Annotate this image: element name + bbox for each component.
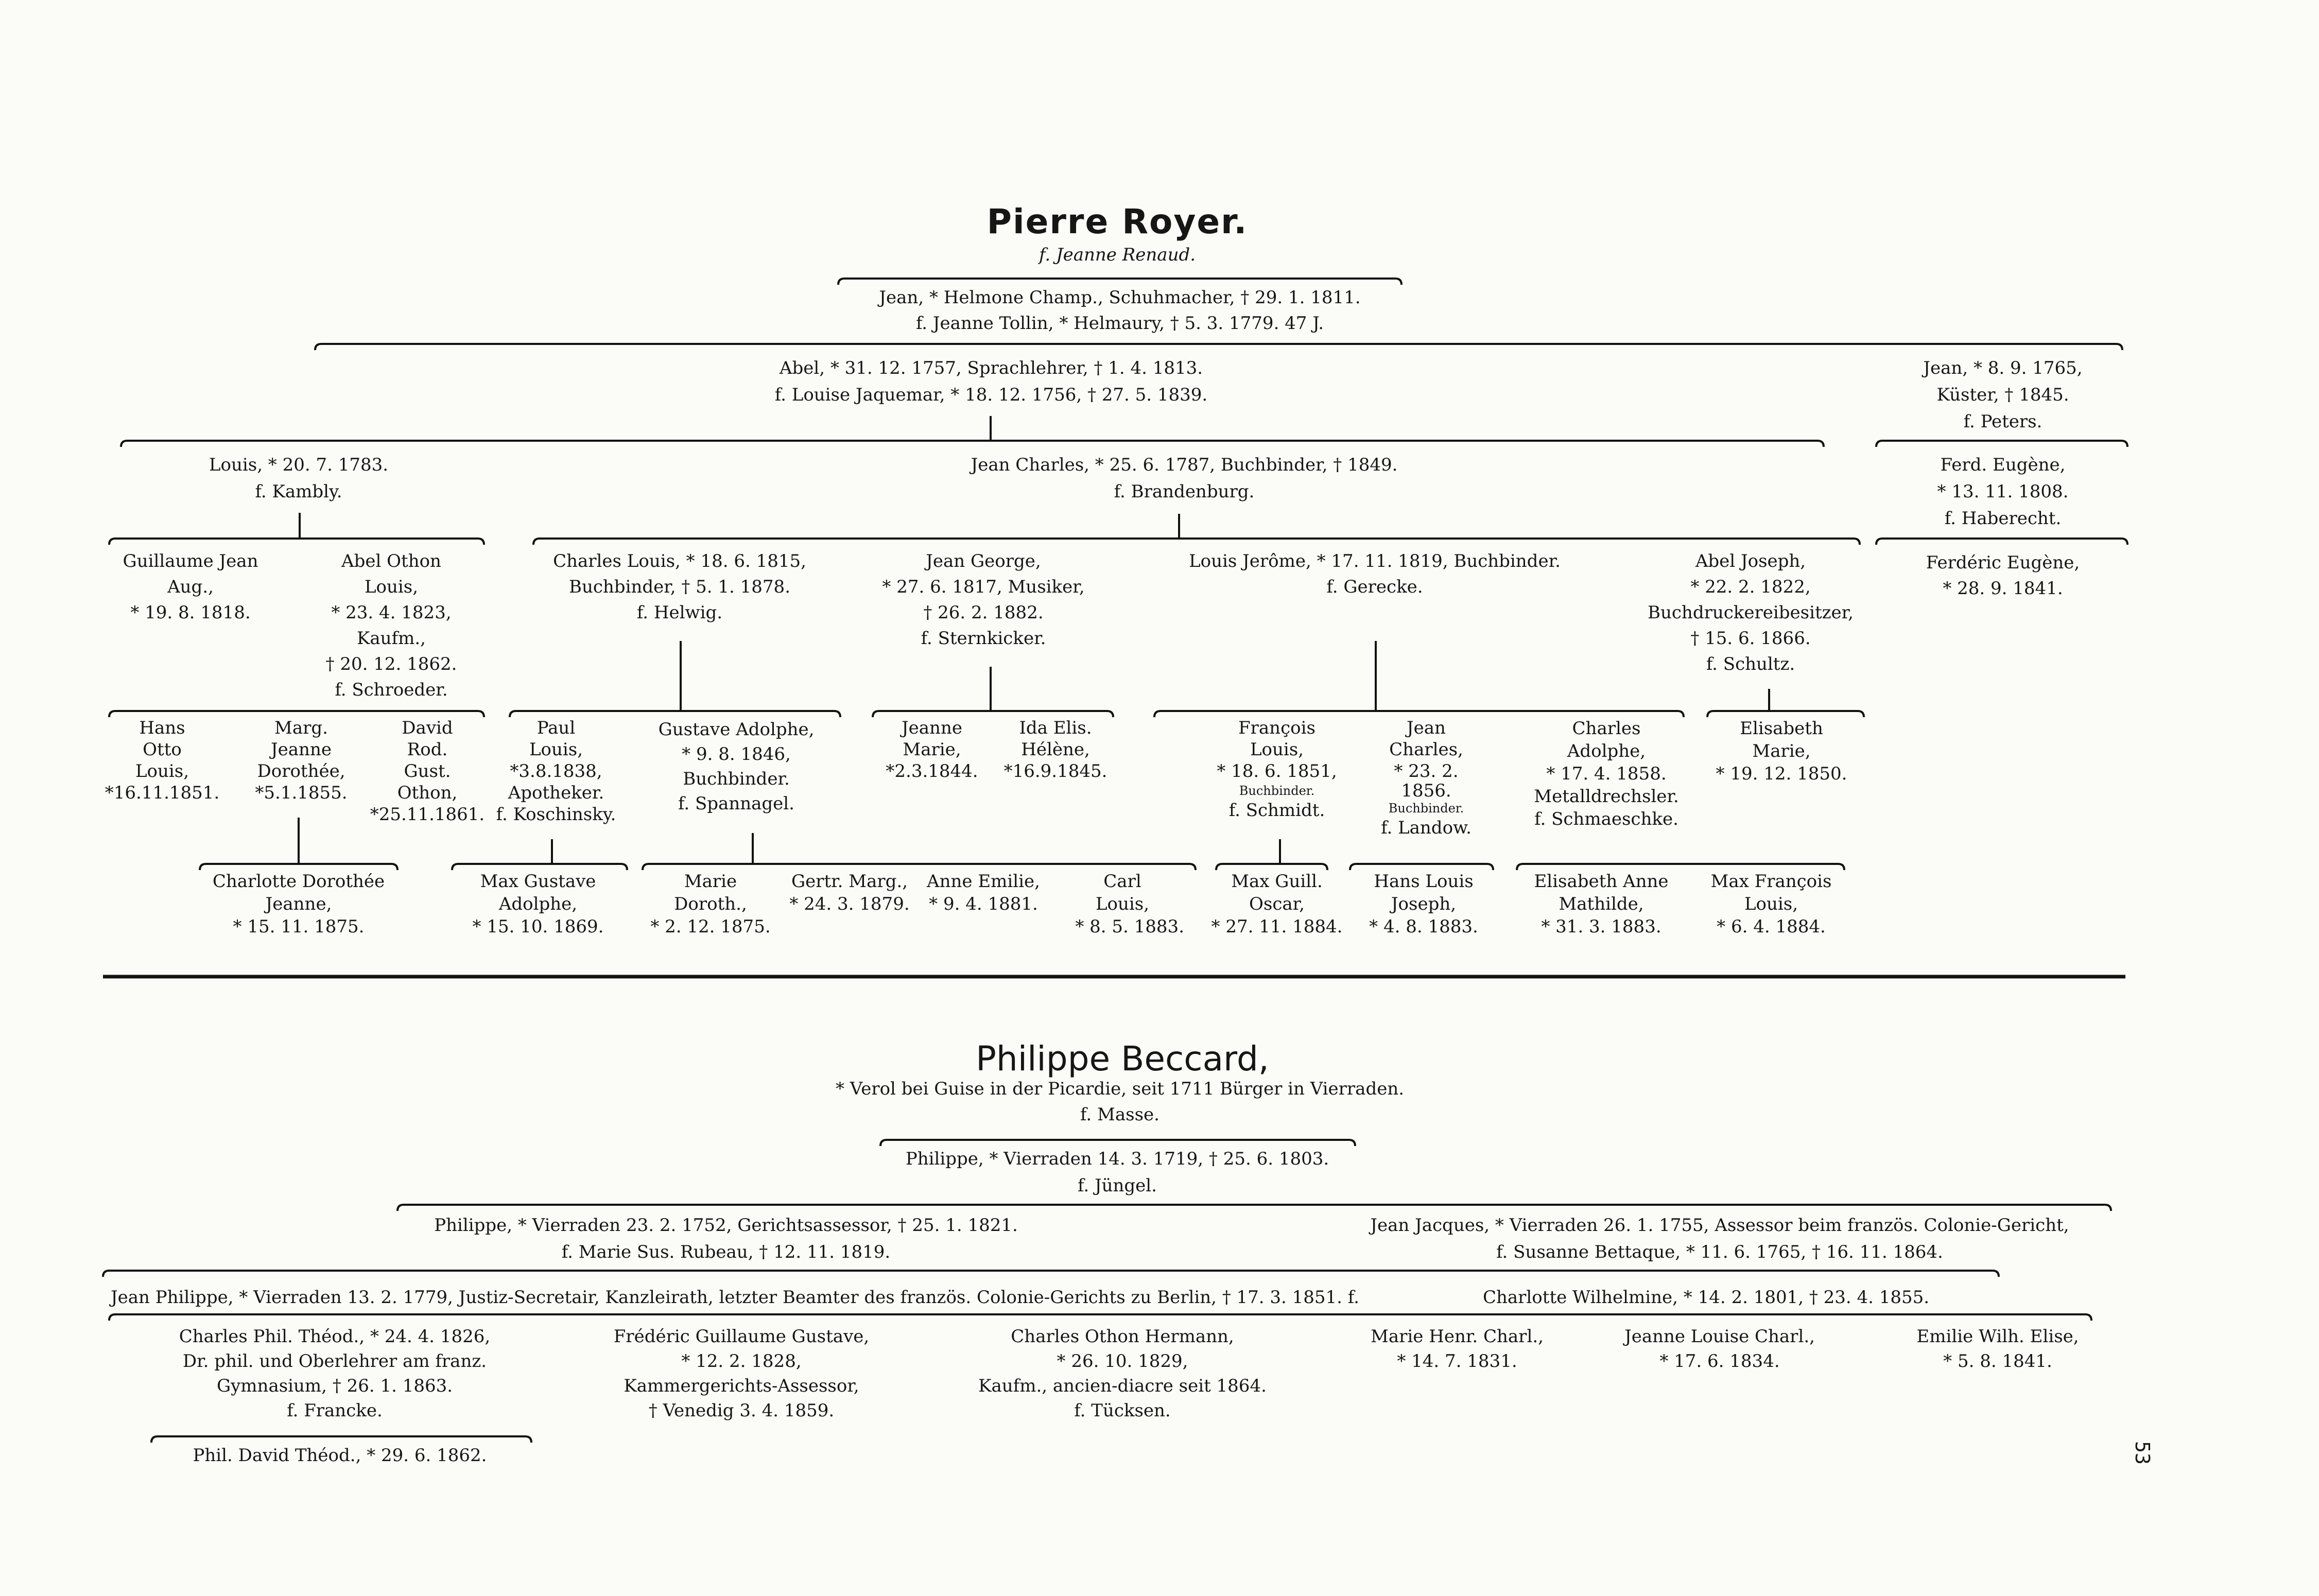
beccard-spouse: f. Masse.	[1080, 1104, 1160, 1125]
marg-block	[242, 717, 360, 804]
francois-block	[1205, 717, 1349, 821]
ferderic-line1: Ferdéric Eugène,	[1926, 552, 2080, 573]
elisabeth-block	[1704, 717, 1859, 785]
marie-henr-l2: * 14. 7. 1831.	[1397, 1351, 1517, 1372]
hans-l2: Otto	[143, 739, 182, 760]
philippe2-line2: f. Marie Sus. Rubeau, † 12. 11. 1819.	[561, 1242, 891, 1262]
jean-george-l1: Jean George,	[926, 551, 1041, 571]
jeanne-louise-l1: Jeanne Louise Charl.,	[1624, 1326, 1815, 1347]
anne-emilie-l1: Anne Emilie,	[927, 871, 1040, 892]
abel-othon-block	[309, 548, 474, 703]
jeanne-marie-l1: Jeanne	[902, 718, 962, 738]
francois-l2: Louis,	[1250, 739, 1304, 760]
marg-l3: Dorothée,	[257, 761, 345, 782]
paul-l2: Louis,	[529, 739, 583, 760]
charles-phil-l4: f. Francke.	[287, 1400, 383, 1421]
max-francois-l1: Max François	[1710, 871, 1832, 892]
guillaume-l2: Aug.,	[167, 577, 214, 597]
abel-line1: Abel, * 31. 12. 1757, Sprachlehrer, † 1. 4. 1813.	[779, 358, 1203, 378]
charles-adolphe-l2: Adolphe,	[1567, 741, 1646, 761]
charles-phil-l2: Dr. phil. und Oberlehrer am franz.	[182, 1351, 487, 1372]
guillaume-block	[103, 548, 278, 626]
ferderic-line2: * 28. 9. 1841.	[1943, 578, 2063, 599]
ida-l2: Hélène,	[1021, 739, 1090, 760]
jeanne-marie-l2: Marie,	[903, 739, 961, 760]
marg-l1: Marg.	[274, 718, 328, 738]
frederic-l2: * 12. 2. 1828,	[681, 1351, 802, 1372]
jean-george-l4: f. Sternkicker.	[921, 628, 1046, 649]
page-number: 53	[2131, 1441, 2154, 1465]
charles-phil-l3: Gymnasium, † 26. 1. 1863.	[216, 1376, 453, 1396]
david-l4: Othon,	[397, 783, 458, 803]
marie-henr-l1: Marie Henr. Charl.,	[1371, 1326, 1544, 1347]
max-guill-l2: Oscar,	[1249, 894, 1305, 914]
charles-phil-block	[124, 1324, 546, 1423]
charles-othon-l3: Kaufm., ancien-diacre seit 1864.	[978, 1376, 1267, 1396]
louis-jerome-l1: Louis Jerôme, * 17. 11. 1819, Buchbinder.	[1189, 551, 1561, 571]
jean2-line3: f. Peters.	[1963, 411, 2043, 432]
charlotte-l3: * 15. 11. 1875.	[233, 916, 365, 937]
jean-george-l3: † 26. 2. 1882.	[923, 602, 1044, 623]
max-guill-block	[1210, 870, 1344, 938]
francois-l1: François	[1238, 718, 1316, 738]
philippe1-line2: f. Jüngel.	[1078, 1175, 1157, 1196]
jean-george-block	[850, 548, 1117, 651]
jean1-line1: Jean, * Helmone Champ., Schuhmacher, † 29. 1. 1811.	[879, 287, 1361, 308]
louis-jerome-l2: f. Gerecke.	[1326, 577, 1423, 597]
elisabeth-l2: Marie,	[1752, 741, 1811, 761]
paul-l4: Apotheker.	[508, 783, 604, 803]
marie-block	[638, 870, 783, 938]
max-gustave-block	[448, 870, 628, 938]
marie-henr-block	[1349, 1324, 1565, 1374]
max-gustave-l2: Adolphe,	[498, 894, 578, 914]
anne-emilie-block	[919, 870, 1048, 915]
frederic-l1: Frédéric Guillaume Gustave,	[613, 1326, 870, 1347]
gustave-block	[633, 717, 839, 816]
paul-l5: f. Koschinsky.	[496, 804, 616, 825]
max-guill-l3: * 27. 11. 1884.	[1211, 916, 1343, 937]
hans-louis-l2: Joseph,	[1391, 894, 1457, 914]
gertr-l2: * 24. 3. 1879.	[789, 894, 910, 914]
paul-block	[494, 717, 618, 825]
gertr-l1: Gertr. Marg.,	[791, 871, 908, 892]
francois-l5: f. Schmidt.	[1228, 800, 1325, 821]
jean-ch-l5: Buchbinder.	[1388, 801, 1464, 816]
charles-phil-l1: Charles Phil. Théod., * 24. 4. 1826,	[179, 1326, 491, 1347]
jean-ch-block	[1359, 717, 1493, 839]
ida-l1: Ida Elis.	[1019, 718, 1092, 738]
carl-block	[1061, 870, 1184, 938]
hans-l4: *16.11.1851.	[105, 783, 220, 803]
beccard-subtitle: * Verol bei Guise in der Picardie, seit 1711 Bürger in Vierraden.	[835, 1079, 1405, 1099]
abel-joseph-block	[1637, 548, 1864, 677]
jean-george-l2: * 27. 6. 1817, Musiker,	[882, 577, 1085, 597]
ferd-line3: f. Haberecht.	[1944, 508, 2062, 529]
royer-spouse: f. Jeanne Renaud.	[1039, 245, 1196, 265]
hans-block	[103, 717, 221, 804]
elisabeth-anne-block	[1519, 870, 1684, 938]
carl-l2: Louis,	[1095, 894, 1150, 914]
jean-philippe-line: Jean Philippe, * Vierraden 13. 2. 1779, Justiz-Secretair, Kanzleirath, letzter Beamter des französ. Colonie-Gerichts zu Berlin, † 17. 3. 1851. f.	[111, 1287, 1359, 1308]
gustave-l2: * 9. 8. 1846,	[682, 744, 791, 765]
marg-l2: Jeanne	[271, 739, 332, 760]
abel-othon-l6: f. Schroeder.	[335, 680, 448, 700]
charles-adolphe-l5: f. Schmaeschke.	[1534, 809, 1678, 829]
guillaume-l1: Guillaume Jean	[123, 551, 258, 571]
ida-block	[994, 717, 1117, 782]
emilie-l1: Emilie Wilh. Elise,	[1916, 1326, 2079, 1347]
francois-l3: * 18. 6. 1851,	[1217, 761, 1337, 782]
hans-louis-l1: Hans Louis	[1374, 871, 1474, 892]
david-l2: Rod.	[407, 739, 448, 760]
max-francois-l3: * 6. 4. 1884.	[1717, 916, 1826, 937]
louis-jerome-block	[1143, 548, 1606, 600]
gertr-block	[783, 870, 916, 915]
elisabeth-l1: Elisabeth	[1740, 718, 1823, 739]
jean-charles-line1: Jean Charles, * 25. 6. 1787, Buchbinder, † 1849.	[971, 455, 1398, 475]
francois-l4: Buchbinder.	[1239, 784, 1315, 798]
jean-charles-line2: f. Brandenburg.	[1114, 481, 1255, 502]
marie-l3: * 2. 12. 1875.	[650, 916, 771, 937]
charles-adolphe-l4: Metalldrechsler.	[1534, 786, 1679, 807]
gustave-l1: Gustave Adolphe,	[658, 719, 815, 740]
charles-adolphe-l3: * 17. 4. 1858.	[1546, 764, 1667, 784]
beccard-title: Philippe Beccard,	[976, 1039, 1269, 1079]
charlotte-l1: Charlotte Dorothée	[212, 871, 385, 892]
max-guill-l1: Max Guill.	[1231, 871, 1323, 892]
david-l5: *25.11.1861.	[370, 804, 485, 825]
jean-ch-l1: Jean	[1407, 718, 1446, 738]
abel-joseph-l4: † 15. 6. 1866.	[1690, 628, 1811, 649]
paul-l1: Paul	[537, 718, 576, 738]
jean1-line2: f. Jeanne Tollin, * Helmaury, † 5. 3. 1779. 47 J.	[915, 313, 1324, 334]
royer-title: Pierre Royer.	[987, 202, 1248, 241]
hans-l3: Louis,	[135, 761, 189, 782]
jean2-line2: Küster, † 1845.	[1936, 385, 2069, 405]
gustave-l4: f. Spannagel.	[678, 793, 794, 814]
david-block	[366, 717, 489, 825]
emilie-block	[1874, 1324, 2121, 1374]
elisabeth-anne-l1: Elisabeth Anne	[1534, 871, 1669, 892]
marie-l1: Marie	[684, 871, 737, 892]
charles-louis-block	[525, 548, 834, 626]
gustave-l3: Buchbinder.	[683, 769, 790, 789]
philippe2-line1: Philippe, * Vierraden 23. 2. 1752, Gerichtsassessor, † 25. 1. 1821.	[434, 1215, 1018, 1236]
charles-adolphe-l1: Charles	[1572, 718, 1641, 739]
jeanne-marie-block	[870, 717, 994, 782]
charles-othon-block	[937, 1324, 1308, 1423]
abel-othon-l1: Abel Othon	[341, 551, 441, 571]
ida-l3: *16.9.1845.	[1003, 761, 1107, 782]
jean-jacques-line1: Jean Jacques, * Vierraden 26. 1. 1755, Assessor beim französ. Colonie-Gericht,	[1370, 1215, 2069, 1236]
phil-david-line: Phil. David Théod., * 29. 6. 1862.	[193, 1445, 487, 1466]
paul-l3: *3.8.1838,	[510, 761, 602, 782]
jean2-line1: Jean, * 8. 9. 1765,	[1923, 358, 2083, 378]
marg-l4: *5.1.1855.	[255, 783, 348, 803]
charles-louis-l1: Charles Louis, * 18. 6. 1815,	[553, 551, 806, 571]
abel-joseph-l1: Abel Joseph,	[1695, 551, 1806, 571]
david-l3: Gust.	[404, 761, 451, 782]
charles-othon-l1: Charles Othon Hermann,	[1011, 1326, 1234, 1347]
max-francois-block	[1694, 870, 1848, 938]
abel-joseph-l3: Buchdruckereibesitzer,	[1648, 602, 1854, 623]
jeanne-louise-l2: * 17. 6. 1834.	[1659, 1351, 1780, 1372]
guillaume-l3: * 19. 8. 1818.	[130, 602, 251, 623]
elisabeth-l3: * 19. 12. 1850.	[1716, 764, 1847, 784]
frederic-l3: Kammergerichts-Assessor,	[624, 1376, 859, 1396]
carl-l3: * 8. 5. 1883.	[1075, 916, 1184, 937]
charles-othon-l2: * 26. 10. 1829,	[1057, 1351, 1188, 1372]
hans-louis-l3: * 4. 8. 1883.	[1369, 916, 1478, 937]
philippe1-line1: Philippe, * Vierraden 14. 3. 1719, † 25. 6. 1803.	[905, 1149, 1329, 1169]
jean-jacques-line2: f. Susanne Bettaque, * 11. 6. 1765, † 16. 11. 1864.	[1496, 1242, 1943, 1262]
anne-emilie-l2: * 9. 4. 1881.	[929, 894, 1038, 914]
jeanne-louise-block	[1596, 1324, 1843, 1374]
charles-othon-l4: f. Tücksen.	[1074, 1400, 1171, 1421]
frederic-block	[566, 1324, 916, 1423]
ferd-line1: Ferd. Eugène,	[1940, 455, 2066, 475]
abel-joseph-l5: f. Schultz.	[1706, 654, 1795, 674]
jean-ch-l6: f. Landow.	[1381, 818, 1472, 838]
charlotte-wilhelmine-line: Charlotte Wilhelmine, * 14. 2. 1801, † 23. 4. 1855.	[1483, 1287, 1930, 1308]
charles-louis-l3: f. Helwig.	[636, 602, 723, 623]
hans-l1: Hans	[139, 718, 185, 738]
charlotte-l2: Jeanne,	[265, 894, 332, 914]
max-gustave-l1: Max Gustave	[480, 871, 596, 892]
marie-l2: Doroth.,	[674, 894, 747, 914]
abel-othon-l2: Louis,	[364, 577, 419, 597]
jean-ch-l4: 1856.	[1401, 780, 1451, 801]
jeanne-marie-l3: *2.3.1844.	[886, 761, 978, 782]
abel-othon-l3: * 23. 4. 1823,	[331, 602, 452, 623]
hans-louis-block	[1354, 870, 1493, 938]
elisabeth-anne-l3: * 31. 3. 1883.	[1541, 916, 1662, 937]
abel-line2: f. Louise Jaquemar, * 18. 12. 1756, † 27. 5. 1839.	[774, 385, 1208, 405]
ferd-line2: * 13. 11. 1808.	[1937, 481, 2069, 502]
carl-l1: Carl	[1103, 871, 1141, 892]
abel-othon-l5: † 20. 12. 1862.	[325, 654, 457, 674]
louis-line1: Louis, * 20. 7. 1783.	[209, 455, 389, 475]
jean-ch-l2: Charles,	[1389, 739, 1463, 760]
frederic-l4: † Venedig 3. 4. 1859.	[648, 1400, 835, 1421]
max-gustave-l3: * 15. 10. 1869.	[472, 916, 604, 937]
emilie-l2: * 5. 8. 1841.	[1943, 1351, 2052, 1372]
elisabeth-anne-l2: Mathilde,	[1559, 894, 1644, 914]
louis-line2: f. Kambly.	[255, 481, 342, 502]
charlotte-block	[196, 870, 402, 938]
charles-adolphe-block	[1514, 717, 1699, 830]
abel-joseph-l2: * 22. 2. 1822,	[1690, 577, 1811, 597]
max-francois-l2: Louis,	[1744, 894, 1798, 914]
jean-ch-l3: * 23. 2.	[1394, 761, 1459, 782]
david-l1: David	[402, 718, 453, 738]
charles-louis-l2: Buchbinder, † 5. 1. 1878.	[568, 577, 790, 597]
abel-othon-l4: Kaufm.,	[356, 628, 426, 649]
